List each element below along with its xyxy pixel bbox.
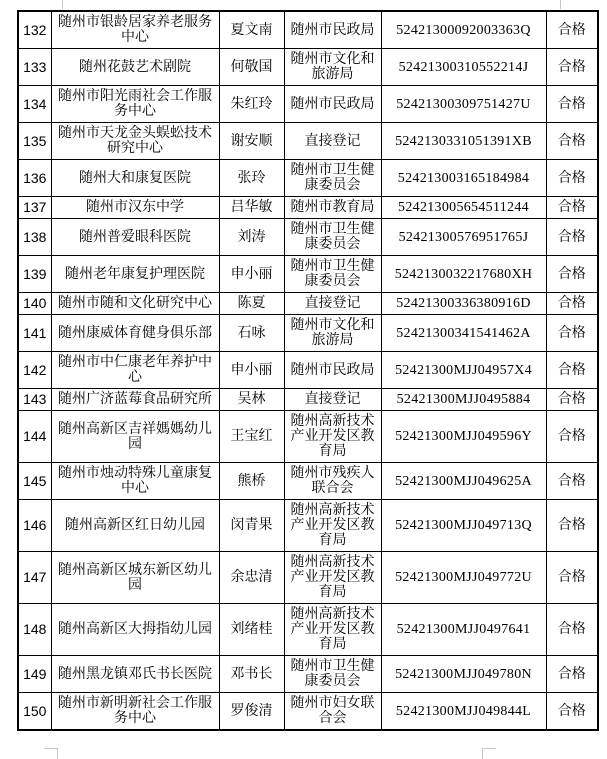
table-row — [18, 49, 598, 86]
cell-representative-name: 刘涛 — [219, 219, 284, 256]
cell-representative-name: 陈夏 — [219, 293, 284, 315]
cell-serial-number: 142 — [18, 352, 51, 389]
cell-organization-name: 随州市新明新社会工作服务中心 — [51, 693, 219, 731]
cell-representative-name: 余忠清 — [219, 552, 284, 604]
cell-serial-number: 139 — [18, 256, 51, 293]
cell-result-badge: 合格 — [546, 352, 598, 389]
cell-serial-number: 134 — [18, 86, 51, 123]
cell-result-badge: 合格 — [546, 197, 598, 219]
cell-organization-name: 随州市汉东中学 — [51, 197, 219, 219]
cell-result-badge: 合格 — [546, 463, 598, 500]
cell-representative-name: 王宝红 — [219, 411, 284, 463]
cell-serial-number: 148 — [18, 604, 51, 656]
cell-serial-number: 138 — [18, 219, 51, 256]
cell-result-badge: 合格 — [546, 693, 598, 731]
cell-representative-name: 邓书长 — [219, 656, 284, 693]
cell-serial-number: 132 — [18, 11, 51, 49]
cell-representative-name: 申小丽 — [219, 352, 284, 389]
cell-representative-name: 夏文南 — [219, 11, 284, 49]
cell-registration-authority: 直接登记 — [284, 389, 381, 411]
page-corner-mark-right — [482, 748, 496, 759]
cell-registration-authority: 直接登记 — [284, 293, 381, 315]
cell-organization-name: 随州花鼓艺术剧院 — [51, 49, 219, 86]
table-row — [18, 500, 598, 552]
cell-representative-name: 谢安顺 — [219, 123, 284, 160]
cell-serial-number: 144 — [18, 411, 51, 463]
cell-organization-name: 随州市阳光雨社会工作服务中心 — [51, 86, 219, 123]
cell-credit-code: 52421300MJJ0495884 — [381, 389, 546, 411]
cell-result-badge: 合格 — [546, 11, 598, 49]
cell-result-badge: 合格 — [546, 315, 598, 352]
cell-organization-name: 随州高新区吉祥媽媽幼儿园 — [51, 411, 219, 463]
cell-serial-number: 141 — [18, 315, 51, 352]
cell-representative-name: 吕华敏 — [219, 197, 284, 219]
cell-organization-name: 随州老年康复护理医院 — [51, 256, 219, 293]
cell-serial-number: 140 — [18, 293, 51, 315]
cell-organization-name: 随州黑龙镇邓氏书长医院 — [51, 656, 219, 693]
cell-organization-name: 随州广济蓝莓食品研究所 — [51, 389, 219, 411]
cell-result-badge: 合格 — [546, 500, 598, 552]
cell-registration-authority: 随州市民政局 — [284, 86, 381, 123]
cell-registration-authority: 随州市文化和旅游局 — [284, 315, 381, 352]
cell-serial-number: 150 — [18, 693, 51, 731]
cell-credit-code: 52421300309751427U — [381, 86, 546, 123]
cell-serial-number: 145 — [18, 463, 51, 500]
text-boundary-tick-right — [560, 0, 561, 9]
cell-representative-name: 石咏 — [219, 315, 284, 352]
cell-registration-authority: 随州市卫生健康委员会 — [284, 219, 381, 256]
cell-representative-name: 罗俊清 — [219, 693, 284, 731]
cell-result-badge: 合格 — [546, 411, 598, 463]
cell-credit-code: 52421300MJJ049844L — [381, 693, 546, 731]
cell-result-badge: 合格 — [546, 256, 598, 293]
cell-credit-code: 52421300336380916D — [381, 293, 546, 315]
cell-credit-code: 52421300MJJ0497641 — [381, 604, 546, 656]
text-boundary-tick-left — [62, 0, 63, 9]
cell-result-badge: 合格 — [546, 123, 598, 160]
table-row — [18, 219, 598, 256]
cell-representative-name: 闵青果 — [219, 500, 284, 552]
cell-result-badge: 合格 — [546, 656, 598, 693]
table-row — [18, 693, 598, 731]
table-row — [18, 552, 598, 604]
cell-registration-authority: 随州高新技术产业开发区教育局 — [284, 552, 381, 604]
cell-registration-authority: 随州市妇女联合会 — [284, 693, 381, 731]
cell-organization-name: 随州大和康复医院 — [51, 160, 219, 197]
cell-serial-number: 133 — [18, 49, 51, 86]
cell-representative-name: 申小丽 — [219, 256, 284, 293]
cell-result-badge: 合格 — [546, 552, 598, 604]
cell-serial-number: 135 — [18, 123, 51, 160]
registration-results-table — [17, 10, 599, 731]
table-row — [18, 160, 598, 197]
cell-result-badge: 合格 — [546, 389, 598, 411]
cell-result-badge: 合格 — [546, 293, 598, 315]
cell-organization-name: 随州市银龄居家养老服务中心 — [51, 11, 219, 49]
cell-organization-name: 随州市随和文化研究中心 — [51, 293, 219, 315]
cell-organization-name: 随州康威体育健身俱乐部 — [51, 315, 219, 352]
cell-result-badge: 合格 — [546, 86, 598, 123]
cell-credit-code: 52421300576951765J — [381, 219, 546, 256]
cell-credit-code: 524213005654511244 — [381, 197, 546, 219]
cell-organization-name: 随州市中仁康老年养护中心 — [51, 352, 219, 389]
cell-registration-authority: 随州市卫生健康委员会 — [284, 256, 381, 293]
cell-registration-authority: 随州高新技术产业开发区教育局 — [284, 500, 381, 552]
cell-representative-name: 何敬国 — [219, 49, 284, 86]
cell-serial-number: 137 — [18, 197, 51, 219]
page-corner-mark-left — [44, 748, 58, 759]
cell-credit-code: 52421300MJJ049596Y — [381, 411, 546, 463]
cell-credit-code: 52421300MJJ049625A — [381, 463, 546, 500]
cell-registration-authority: 随州市卫生健康委员会 — [284, 656, 381, 693]
cell-credit-code: 52421300341541462A — [381, 315, 546, 352]
cell-registration-authority: 随州高新技术产业开发区教育局 — [284, 411, 381, 463]
cell-representative-name: 刘绪桂 — [219, 604, 284, 656]
table-row — [18, 11, 598, 49]
cell-credit-code: 52421300092003363Q — [381, 11, 546, 49]
cell-result-badge: 合格 — [546, 160, 598, 197]
cell-organization-name: 随州高新区城东新区幼儿园 — [51, 552, 219, 604]
table-row — [18, 389, 598, 411]
table-row — [18, 86, 598, 123]
cell-result-badge: 合格 — [546, 49, 598, 86]
table-row — [18, 256, 598, 293]
table-row — [18, 604, 598, 656]
table-row — [18, 352, 598, 389]
cell-representative-name: 张玲 — [219, 160, 284, 197]
cell-organization-name: 随州高新区红日幼儿园 — [51, 500, 219, 552]
cell-registration-authority: 随州市民政局 — [284, 11, 381, 49]
table-row — [18, 656, 598, 693]
cell-organization-name: 随州市天龙金头蜈蚣技术研究中心 — [51, 123, 219, 160]
cell-serial-number: 143 — [18, 389, 51, 411]
cell-credit-code: 5242130331051391XB — [381, 123, 546, 160]
cell-result-badge: 合格 — [546, 219, 598, 256]
cell-credit-code: 52421300MJJ049780N — [381, 656, 546, 693]
cell-credit-code: 52421300MJJ049713Q — [381, 500, 546, 552]
cell-representative-name: 熊桥 — [219, 463, 284, 500]
cell-representative-name: 朱红玲 — [219, 86, 284, 123]
table-row — [18, 463, 598, 500]
cell-serial-number: 136 — [18, 160, 51, 197]
cell-organization-name: 随州普爱眼科医院 — [51, 219, 219, 256]
table-row — [18, 293, 598, 315]
cell-serial-number: 146 — [18, 500, 51, 552]
cell-result-badge: 合格 — [546, 604, 598, 656]
cell-registration-authority: 随州市文化和旅游局 — [284, 49, 381, 86]
cell-organization-name: 随州市烛动特殊儿童康复中心 — [51, 463, 219, 500]
cell-registration-authority: 随州市残疾人联合会 — [284, 463, 381, 500]
table-row — [18, 411, 598, 463]
cell-representative-name: 吴林 — [219, 389, 284, 411]
cell-serial-number: 147 — [18, 552, 51, 604]
table-row — [18, 123, 598, 160]
cell-credit-code: 52421300MJJ04957X4 — [381, 352, 546, 389]
cell-serial-number: 149 — [18, 656, 51, 693]
table-row — [18, 197, 598, 219]
table-body — [18, 11, 598, 730]
cell-organization-name: 随州高新区大拇指幼儿园 — [51, 604, 219, 656]
cell-registration-authority: 随州高新技术产业开发区教育局 — [284, 604, 381, 656]
cell-credit-code: 52421300310552214J — [381, 49, 546, 86]
table-row — [18, 315, 598, 352]
cell-credit-code: 524213003165184984 — [381, 160, 546, 197]
cell-credit-code: 5242130032217680XH — [381, 256, 546, 293]
cell-registration-authority: 随州市卫生健康委员会 — [284, 160, 381, 197]
cell-credit-code: 52421300MJJ049772U — [381, 552, 546, 604]
cell-registration-authority: 随州市教育局 — [284, 197, 381, 219]
cell-registration-authority: 直接登记 — [284, 123, 381, 160]
cell-registration-authority: 随州市民政局 — [284, 352, 381, 389]
